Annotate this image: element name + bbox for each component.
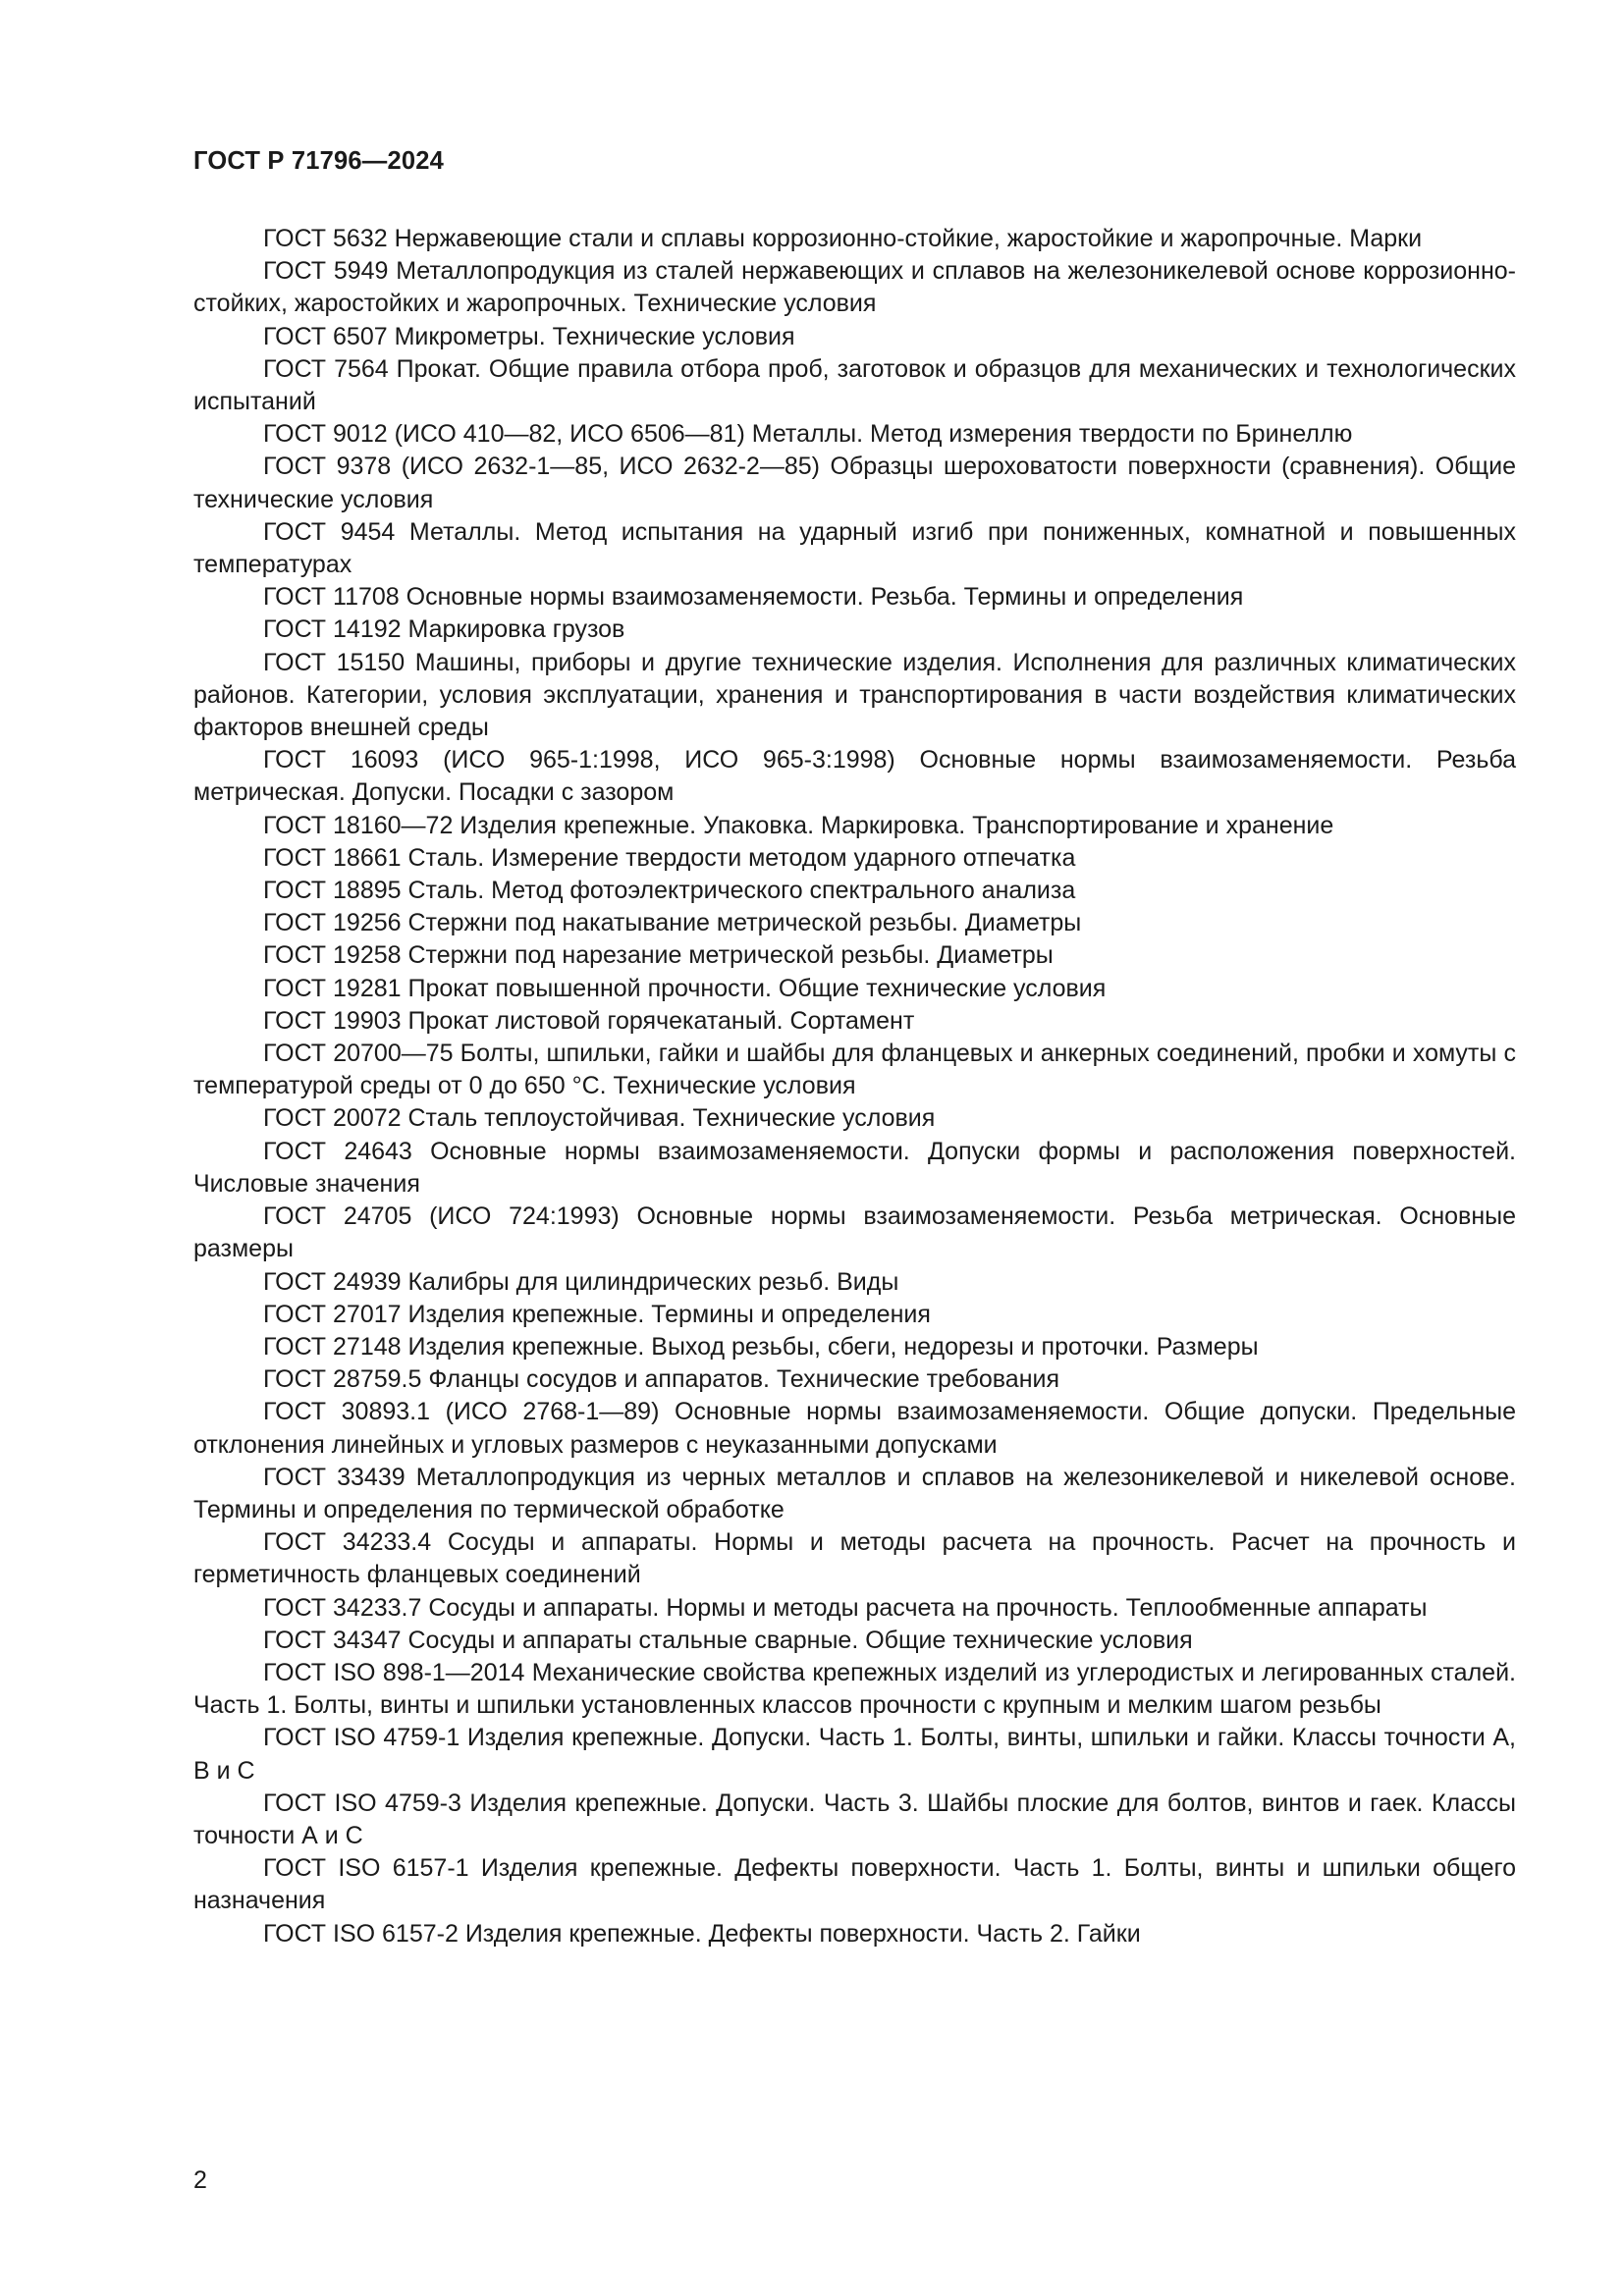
reference-item: ГОСТ 28759.5 Фланцы сосудов и аппаратов. Технические требования	[263, 1365, 1059, 1394]
reference-item: ГОСТ 19281 Прокат повышенной прочности. Общие технические условия	[263, 974, 1107, 1002]
reference-item: ГОСТ 5949 Металлопродукция из сталей нержавеющих и сплавов на железоникелевой основе коррозионно-стойких, жаростойких и жаропрочных. Технические условия	[193, 257, 1516, 318]
reference-item: ГОСТ 18661 Сталь. Измерение твердости методом ударного отпечатка	[263, 843, 1076, 872]
reference-item: ГОСТ 34347 Сосуды и аппараты стальные сварные. Общие технические условия	[263, 1626, 1193, 1654]
reference-item: ГОСТ 30893.1 (ИСО 2768-1—89) Основные нормы взаимозаменяемости. Общие допуски. Предельные отклонения линейных и угловых размеров с неуказанными допусками	[193, 1398, 1516, 1459]
reference-item: ГОСТ 34233.4 Сосуды и аппараты. Нормы и методы расчета на прочность. Расчет на прочность и герметичность фланцевых соединений	[193, 1528, 1516, 1589]
reference-item: ГОСТ 24643 Основные нормы взаимозаменяемости. Допуски формы и расположения поверхностей. Числовые значения	[193, 1137, 1516, 1198]
reference-item: ГОСТ ISO 4759-3 Изделия крепежные. Допуски. Часть 3. Шайбы плоские для болтов, винтов и гаек. Классы точности А и С	[193, 1789, 1516, 1849]
reference-item: ГОСТ 18160—72 Изделия крепежные. Упаковка. Маркировка. Транспортирование и хранение	[263, 811, 1334, 839]
reference-item: ГОСТ 6507 Микрометры. Технические условия	[263, 322, 795, 350]
reference-item: ГОСТ 19256 Стержни под накатывание метрической резьбы. Диаметры	[263, 909, 1082, 937]
reference-item: ГОСТ 24705 (ИСО 724:1993) Основные нормы взаимозаменяемости. Резьба метрическая. Основные размеры	[193, 1202, 1516, 1263]
reference-item: ГОСТ ISO 6157-1 Изделия крепежные. Дефекты поверхности. Часть 1. Болты, винты и шпильки общего назначения	[193, 1854, 1516, 1915]
reference-item: ГОСТ ISO 898-1—2014 Механические свойства крепежных изделий из углеродистых и легированных сталей. Часть 1. Болты, винты и шпильки установленных классов прочности с крупным и мелким шагом резьбы	[193, 1658, 1516, 1720]
reference-item: ГОСТ ISO 6157-2 Изделия крепежные. Дефекты поверхности. Часть 2. Гайки	[263, 1919, 1141, 1948]
reference-item: ГОСТ 19903 Прокат листовой горячекатаный. Сортамент	[263, 1006, 915, 1035]
reference-item: ГОСТ 24939 Калибры для цилиндрических резьб. Виды	[263, 1267, 899, 1296]
reference-item: ГОСТ 5632 Нержавеющие стали и сплавы коррозионно-стойкие, жаростойкие и жаропрочные. Марки	[263, 225, 1423, 252]
reference-item: ГОСТ 18895 Сталь. Метод фотоэлектрического спектрального анализа	[263, 877, 1076, 905]
reference-item: ГОСТ 7564 Прокат. Общие правила отбора проб, заготовок и образцов для механических и технологических испытаний	[193, 354, 1516, 416]
reference-item: ГОСТ 33439 Металлопродукция из черных металлов и сплавов на железоникелевой и никелевой основе. Термины и определения по термической обработке	[193, 1463, 1516, 1523]
reference-item: ГОСТ 34233.7 Сосуды и аппараты. Нормы и методы расчета на прочность. Теплообменные аппараты	[263, 1593, 1428, 1622]
reference-item: ГОСТ 11708 Основные нормы взаимозаменяемости. Резьба. Термины и определения	[263, 583, 1244, 612]
normative-references-list	[193, 223, 1516, 1950]
reference-item: ГОСТ 9454 Металлы. Метод испытания на ударный изгиб при пониженных, комнатной и повышенных температурах	[193, 517, 1516, 579]
reference-item: ГОСТ 9012 (ИСО 410—82, ИСО 6506—81) Металлы. Метод измерения твердости по Бринеллю	[263, 420, 1353, 449]
reference-item: ГОСТ 20072 Сталь теплоустойчивая. Технические условия	[263, 1104, 936, 1133]
reference-item: ГОСТ ISO 4759-1 Изделия крепежные. Допуски. Часть 1. Болты, винты, шпильки и гайки. Классы точности А, В и С	[193, 1724, 1516, 1785]
reference-item: ГОСТ 27148 Изделия крепежные. Выход резьбы, сбеги, недорезы и проточки. Размеры	[263, 1332, 1259, 1361]
reference-item: ГОСТ 14192 Маркировка грузов	[263, 615, 625, 644]
reference-item: ГОСТ 16093 (ИСО 965-1:1998, ИСО 965-3:1998) Основные нормы взаимозаменяемости. Резьба метрическая. Допуски. Посадки с зазором	[193, 746, 1516, 807]
reference-item: ГОСТ 9378 (ИСО 2632-1—85, ИСО 2632-2—85) Образцы шероховатости поверхности (сравнения). Общие технические условия	[193, 453, 1516, 513]
reference-item: ГОСТ 19258 Стержни под нарезание метрической резьбы. Диаметры	[263, 941, 1054, 970]
reference-item: ГОСТ 15150 Машины, приборы и другие технические изделия. Исполнения для различных климатических районов. Категории, условия эксплуатации, хранения и транспортирования в части воздействия климатических факторов внешней среды	[193, 648, 1516, 742]
reference-item: ГОСТ 27017 Изделия крепежные. Термины и определения	[263, 1300, 931, 1328]
page-number: 2	[193, 2166, 207, 2194]
reference-item: ГОСТ 20700—75 Болты, шпильки, гайки и шайбы для фланцевых и анкерных соединений, пробки и хомуты с температурой среды от 0 до 650 °С. Технические условия	[193, 1040, 1516, 1100]
document-header: ГОСТ Р 71796—2024	[193, 147, 445, 175]
